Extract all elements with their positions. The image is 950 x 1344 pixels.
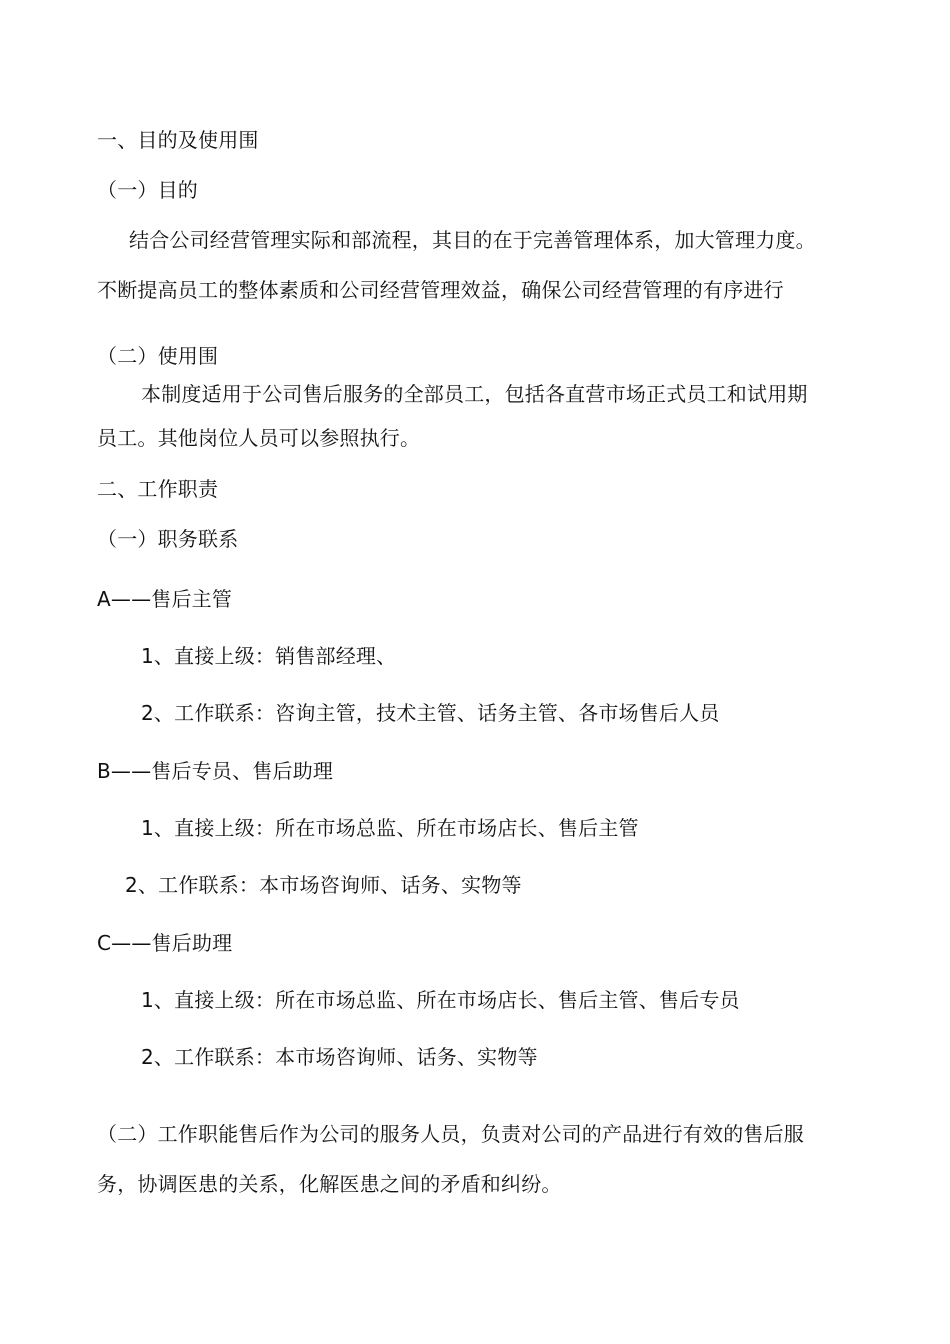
section-heading-1: 一、目的及使用围 xyxy=(97,128,259,152)
role-title-c: C——售后助理 xyxy=(97,931,233,955)
role-c-item-2: 2、工作联系：本市场咨询师、话务、实物等 xyxy=(141,1045,538,1069)
role-title-a: A——售后主管 xyxy=(97,587,233,611)
functions-paragraph-line-2: 务，协调医患的关系，化解医患之间的矛盾和纠纷。 xyxy=(97,1172,562,1196)
role-title-b: B——售后专员、售后助理 xyxy=(97,759,334,783)
role-a-item-2: 2、工作联系：咨询主管，技术主管、话务主管、各市场售后人员 xyxy=(141,701,720,725)
role-a-item-1: 1、直接上级：销售部经理、 xyxy=(141,644,397,668)
role-b-item-2: 2、工作联系：本市场咨询师、话务、实物等 xyxy=(125,873,522,897)
purpose-paragraph-line-1: 结合公司经营管理实际和部流程，其目的在于完善管理体系，加大管理力度。 xyxy=(129,228,816,252)
subsection-heading-scope: （二）使用围 xyxy=(97,344,219,368)
role-b-item-1: 1、直接上级：所在市场总监、所在市场店长、售后主管 xyxy=(141,816,639,840)
functions-paragraph-line-1: （二）工作职能售后作为公司的服务人员，负责对公司的产品进行有效的售后服 xyxy=(97,1122,804,1146)
scope-paragraph-line-2: 员工。其他岗位人员可以参照执行。 xyxy=(97,426,421,450)
section-heading-2: 二、工作职责 xyxy=(97,477,219,501)
scope-paragraph-line-1: 本制度适用于公司售后服务的全部员工，包括各直营市场正式员工和试用期 xyxy=(141,382,808,406)
purpose-paragraph-line-2: 不断提高员工的整体素质和公司经营管理效益，确保公司经营管理的有序进行 xyxy=(97,278,784,302)
subsection-heading-purpose: （一）目的 xyxy=(97,178,198,202)
subsection-heading-relations: （一）职务联系 xyxy=(97,527,239,551)
role-c-item-1: 1、直接上级：所在市场总监、所在市场店长、售后主管、售后专员 xyxy=(141,988,740,1012)
